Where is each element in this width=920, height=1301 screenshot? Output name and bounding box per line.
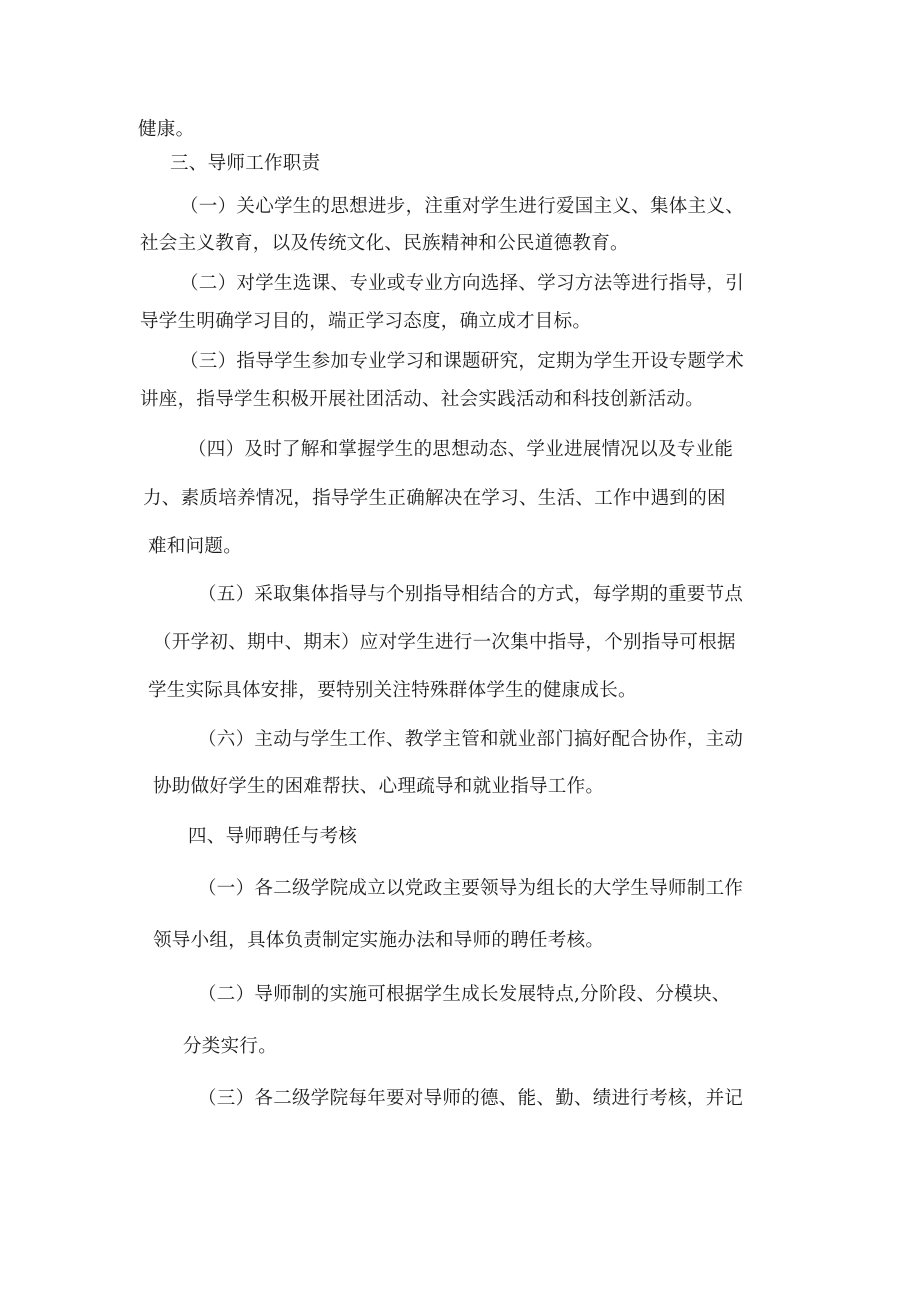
text-line: （四）及时了解和掌握学生的思想动态、学业进展情况以及专业能 xyxy=(188,439,734,460)
text-line: 社会主义教育，以及传统文化、民族精神和公民道德教育。 xyxy=(140,233,629,254)
text-line: 学生实际具体安排，要特别关注特殊群体学生的健康成长。 xyxy=(148,680,637,701)
section-heading: 三、导师工作职责 xyxy=(170,153,321,174)
text-line: （三）指导学生参加专业学习和课题研究，定期为学生开设专题学术 xyxy=(180,351,745,372)
text-line: （三）各二级学院每年要对导师的德、能、勤、绩进行考核，并记 xyxy=(198,1088,744,1109)
text-line: （五）采取集体指导与个别指导相结合的方式，每学期的重要节点 xyxy=(198,584,744,605)
text-line: 领导小组，具体负责制定实施办法和导师的聘任考核。 xyxy=(153,930,605,951)
text-line: 协助做好学生的困难帮扶、心理疏导和就业指导工作。 xyxy=(153,776,605,797)
text-line: 导学生明确学习目的，端正学习态度，确立成才目标。 xyxy=(140,311,592,332)
text-line: （二）导师制的实施可根据学生成长发展特点,分阶段、分模块、 xyxy=(198,984,731,1005)
text-line: （二）对学生选课、专业或专业方向选择、学习方法等进行指导，引 xyxy=(180,273,745,294)
text-line: 难和问题。 xyxy=(148,536,243,557)
text-line: （一）关心学生的思想进步，注重对学生进行爱国主义、集体主义、 xyxy=(180,196,745,217)
text-line: （一）各二级学院成立以党政主要领导为组长的大学生导师制工作 xyxy=(198,878,744,899)
section-heading: 四、导师聘任与考核 xyxy=(188,826,358,847)
text-line: （开学初、期中、期末）应对学生进行一次集中指导，个别指导可根据 xyxy=(153,632,736,653)
text-line: （六）主动与学生工作、教学主管和就业部门搞好配合协作，主动 xyxy=(198,729,744,750)
text-line: 讲座，指导学生积极开展社团活动、社会实践活动和科技创新活动。 xyxy=(140,389,705,410)
text-line: 分类实行。 xyxy=(183,1036,278,1057)
text-line: 力、素质培养情况，指导学生正确解决在学习、生活、工作中遇到的困 xyxy=(143,488,726,509)
text-line: 健康。 xyxy=(138,119,195,140)
